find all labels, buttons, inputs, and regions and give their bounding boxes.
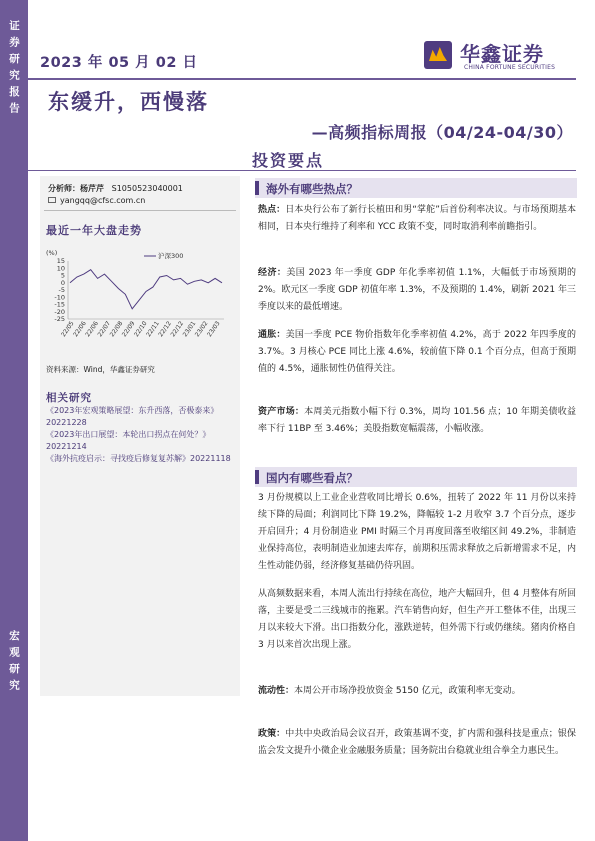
report-title: 东缓升，西慢落	[48, 90, 209, 114]
paragraph-policy	[258, 726, 576, 760]
section-divider	[28, 170, 576, 171]
para-text: 日本央行公布了新行长植田和男“掌舵”后首份利率决议。与市场预期基本相同，日本央行维持了利率和 YCC 政策不变，同时取消利率前瞻指引。	[258, 205, 576, 232]
logo-name: 华鑫证券	[460, 42, 544, 66]
para-text: 本周公开市场净投放资金 5150 亿元，政策利率无变动。	[294, 686, 521, 696]
paragraph-hotspot	[258, 202, 576, 236]
related-research-title: 相关研究	[46, 392, 92, 404]
y-tick-label: 15	[56, 257, 65, 265]
y-tick-label: 10	[56, 264, 65, 273]
x-tick-label: 22/08	[108, 320, 125, 339]
y-tick-label: -10	[54, 293, 65, 302]
x-tick-label: 22/10	[132, 320, 149, 339]
x-tick-label: 23/03	[205, 320, 222, 339]
email-icon	[48, 197, 56, 203]
y-tick-label: 0	[60, 278, 65, 287]
chart-title: 最近一年大盘走势	[46, 224, 142, 237]
left-divider	[44, 210, 236, 211]
report-date: 2023 年 05 月 02 日	[40, 55, 198, 71]
para-label: 流动性：	[258, 686, 295, 696]
analyst-name: 分析师：杨芹芹	[48, 184, 104, 193]
x-tick-label: 22/07	[96, 320, 113, 339]
related-item[interactable]: 《2023年宏观策略展望：东升西落，否极泰来》20221228	[46, 406, 219, 427]
para-text: 美国 2023 年一季度 GDP 年化季率初值 1.1%，大幅低于市场预期的 2%。欧元区一季度 GDP 初值年率 1.3%，不及预期的 1.4%，刷新 2021 年三季度以来的最低增速。	[258, 268, 576, 312]
market-trend-chart	[44, 247, 234, 362]
para-text: 从高频数据来看，本周人流出行持续在高位，地产大幅回升，但 4 月整体有所回落，主要是受二三线城市的拖累。汽车销售向好，但生产开工整体不佳，出现三月以来较大下滑。出口指数分化，涨跌逆转，但外需下行或仍继续。猪肉价格自 3 月以来首次出现上涨。	[258, 589, 576, 650]
y-tick-label: -20	[54, 307, 65, 316]
paragraph-economy	[258, 265, 576, 316]
domestic-heading-text: 国内有哪些看点？	[266, 471, 358, 485]
header-divider	[28, 78, 576, 80]
paragraph-industry	[258, 490, 576, 575]
analyst-id: S1050523040001	[111, 184, 183, 193]
para-label: 经济：	[258, 268, 287, 278]
paragraph-liquidity	[258, 683, 576, 700]
logo-english: CHINA FORTUNE SECURITIES	[464, 64, 556, 71]
para-text: 美国一季度 PCE 物价指数年化季率初值 4.2%，高于 2022 年四季度的 3.7%。3 月核心 PCE 同比上涨 4.6%，较前值下降 0.1 个百分点，但高于预期值的 4.5%，通胀韧性仍值得关注。	[258, 330, 576, 374]
heading-bar	[255, 181, 259, 195]
para-label: 政策：	[258, 729, 286, 739]
chart-source: 资料来源：Wind，华鑫证券研究	[46, 365, 155, 374]
paragraph-inflation	[258, 327, 576, 378]
para-text: 中共中央政治局会议召开，政策基调不变，扩内需和强科技是重点；银保监会发文提升小微企业金融服务质量；国务院出台稳就业组合拳全力惠民生。	[258, 729, 576, 756]
domestic-heading	[255, 467, 577, 487]
analyst-email[interactable]: yangqq@cfsc.com.cn	[60, 196, 146, 205]
x-tick-label: 23/02	[193, 320, 210, 339]
x-tick-label: 22/11	[145, 320, 161, 339]
para-text: 3 月份规模以上工业企业营收同比增长 0.6%，扭转了 2022 年 11 月份以来持续下降的局面；利润同比下降 19.2%，降幅较 1-2 月收窄 3.7 个百分点，逐步开启回升；4 月份制造业 PMI 时隔三个月再度回落至收缩区间 49.2%，非制造业保持高位，表明制造业加速去库存，前期积压需求释放之后新增需求不足，内生性动能仍弱，经济修复基础仍待巩固。	[258, 493, 576, 571]
section-heading: 投资要点	[252, 151, 325, 170]
report-subtitle: —高频指标周报（04/24-04/30）	[311, 123, 573, 142]
y-tick-label: -15	[54, 300, 65, 309]
related-item[interactable]: 《2023年出口展望：本轮出口拐点在何处？》20221214	[46, 430, 211, 451]
x-tick-label: 22/09	[120, 320, 137, 339]
company-logo	[424, 38, 574, 74]
related-item[interactable]: 《海外抗疫启示：寻找疫后修复复苏解》20221118	[46, 454, 231, 463]
overseas-heading-text: 海外有哪些热点？	[266, 182, 358, 196]
x-tick-label: 22/05	[59, 320, 76, 339]
x-tick-label: 22/12	[169, 320, 186, 339]
logo-mark-icon	[424, 41, 452, 69]
para-label: 热点：	[258, 205, 286, 215]
x-tick-label: 22/06	[84, 320, 100, 339]
para-label: 通胀：	[258, 330, 286, 340]
para-text: 本周美元指数小幅下行 0.3%，周均 101.56 点；10 年期美债收益率下行 11BP 至 3.46%；美股指数宽幅震荡，小幅收涨。	[258, 407, 576, 434]
legend-label: 沪深300	[158, 252, 184, 260]
y-axis-unit: (%)	[46, 249, 58, 257]
left-sidebar	[0, 0, 28, 841]
x-tick-label: 23/01	[181, 320, 198, 339]
y-tick-label: 5	[60, 271, 65, 280]
heading-bar	[255, 470, 259, 484]
paragraph-assets	[258, 404, 576, 438]
x-tick-label: 22/06	[72, 320, 88, 339]
y-tick-label: -25	[54, 315, 65, 323]
series-line	[70, 270, 222, 309]
sidebar-top-label: 证券研究报告	[8, 20, 20, 119]
para-label: 资产市场：	[258, 407, 305, 417]
analyst-line	[48, 183, 183, 194]
overseas-heading	[255, 178, 577, 198]
related-research-list	[46, 405, 236, 465]
y-tick-label: -5	[58, 286, 65, 294]
x-tick-label: 22/12	[157, 320, 173, 339]
sidebar-bottom-label: 宏观研究	[8, 630, 20, 696]
paragraph-highfreq	[258, 586, 576, 654]
